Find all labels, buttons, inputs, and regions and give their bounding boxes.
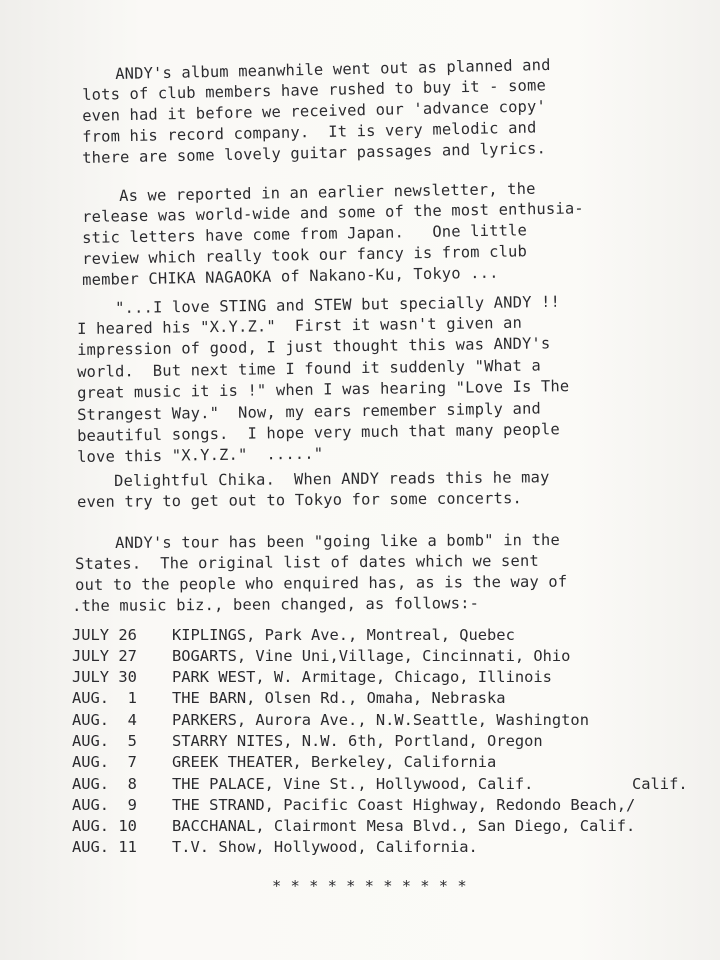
tour-date-row [72, 667, 712, 687]
text-line: love this "X.Y.Z." ....." [77, 444, 324, 466]
tour-date-row [72, 646, 712, 666]
tour-venue: THE BARN, Olsen Rd., Omaha, Nebraska [172, 689, 506, 707]
text-line: I heared his "X.Y.Z." First it wasn't given an [77, 313, 523, 338]
text-line: impression of good, I just thought this was ANDY's [77, 334, 551, 359]
text-line: world. But next time I found it suddenly "What a [77, 356, 542, 381]
text-line: even try to get out to Tokyo for some concerts. [77, 489, 523, 511]
text-line: ANDY's tour has been "going like a bomb" in the [115, 530, 561, 552]
tour-date: AUG. 1 [72, 689, 137, 707]
text-line: lots of club members have rushed to buy it - some [82, 76, 547, 104]
text-line: member CHIKA NAGAOKA of Nakano-Ku, Tokyo ... [82, 263, 499, 289]
text-line: Delightful Chika. When ANDY reads this he may [114, 468, 550, 490]
tour-venue: PARKERS, Aurora Ave., N.W.Seattle, Washington [172, 711, 589, 729]
text-line: from his record company. It is very melodic and [82, 118, 537, 146]
tour-date: AUG. 8 [72, 775, 137, 793]
tour-venue-correction: Calif. [632, 775, 688, 793]
text-line: beautiful songs. I hope very much that many people [77, 420, 560, 445]
tour-date-row [72, 816, 712, 836]
text-line: Strangest Way." Now, my ears remember simply and [77, 399, 542, 424]
tour-date-row [72, 688, 712, 708]
section-divider-stars: * * * * * * * * * * * [272, 877, 467, 895]
tour-date-row [72, 625, 712, 645]
text-line: ANDY's album meanwhile went out as planned and [115, 55, 551, 83]
text-line: "...I love STING and STEW but specially ANDY !! [115, 292, 561, 317]
tour-date: AUG. 7 [72, 753, 137, 771]
text-line: review which really took our fancy is from club [82, 242, 528, 268]
text-line: out to the people who enquired has, as is the way of [75, 572, 568, 594]
tour-venue: BOGARTS, Vine Uni,Village, Cincinnati, Ohio [172, 647, 571, 665]
text-line: As we reported in an earlier newsletter, the [119, 179, 536, 205]
tour-date: AUG. 4 [72, 711, 137, 729]
tour-venue: T.V. Show, Hollywood, California. [172, 838, 478, 856]
text-line: great music it is !" when I was hearing "Love Is The [77, 377, 570, 402]
text-line: stic letters have come from Japan. One little [82, 221, 528, 247]
tour-date-row [72, 710, 712, 730]
tour-venue: THE STRAND, Pacific Coast Highway, Redondo Beach,/ [172, 796, 636, 814]
text-line: even had it before we received our 'advance copy' [82, 97, 547, 125]
tour-venue: STARRY NITES, N.W. 6th, Portland, Oregon [172, 732, 543, 750]
tour-date: JULY 26 [72, 626, 137, 644]
tour-date-row [72, 752, 712, 772]
text-line: States. The original list of dates which we sent [75, 551, 539, 573]
tour-date: JULY 27 [72, 647, 137, 665]
tour-date: AUG. 10 [72, 817, 137, 835]
tour-date: AUG. 9 [72, 796, 137, 814]
text-line: there are some lovely guitar passages and lyrics. [82, 139, 547, 167]
tour-venue: BACCHANAL, Clairmont Mesa Blvd., San Diego, Calif. [172, 817, 636, 835]
tour-date-row [72, 837, 712, 857]
tour-date-row [72, 795, 712, 815]
tour-date: JULY 30 [72, 668, 137, 686]
tour-date-row [72, 774, 712, 794]
text-line: .the music biz., been changed, as follows:- [72, 594, 480, 615]
tour-date-row [72, 731, 712, 751]
tour-date: AUG. 11 [72, 838, 137, 856]
tour-date: AUG. 5 [72, 732, 137, 750]
tour-venue: THE PALACE, Vine St., Hollywood, Calif. [172, 775, 534, 793]
text-line: release was world-wide and some of the most enthusia- [82, 199, 584, 226]
tour-venue: KIPLINGS, Park Ave., Montreal, Quebec [172, 626, 515, 644]
tour-venue: GREEK THEATER, Berkeley, California [172, 753, 497, 771]
tour-venue: PARK WEST, W. Armitage, Chicago, Illinois [172, 668, 552, 686]
